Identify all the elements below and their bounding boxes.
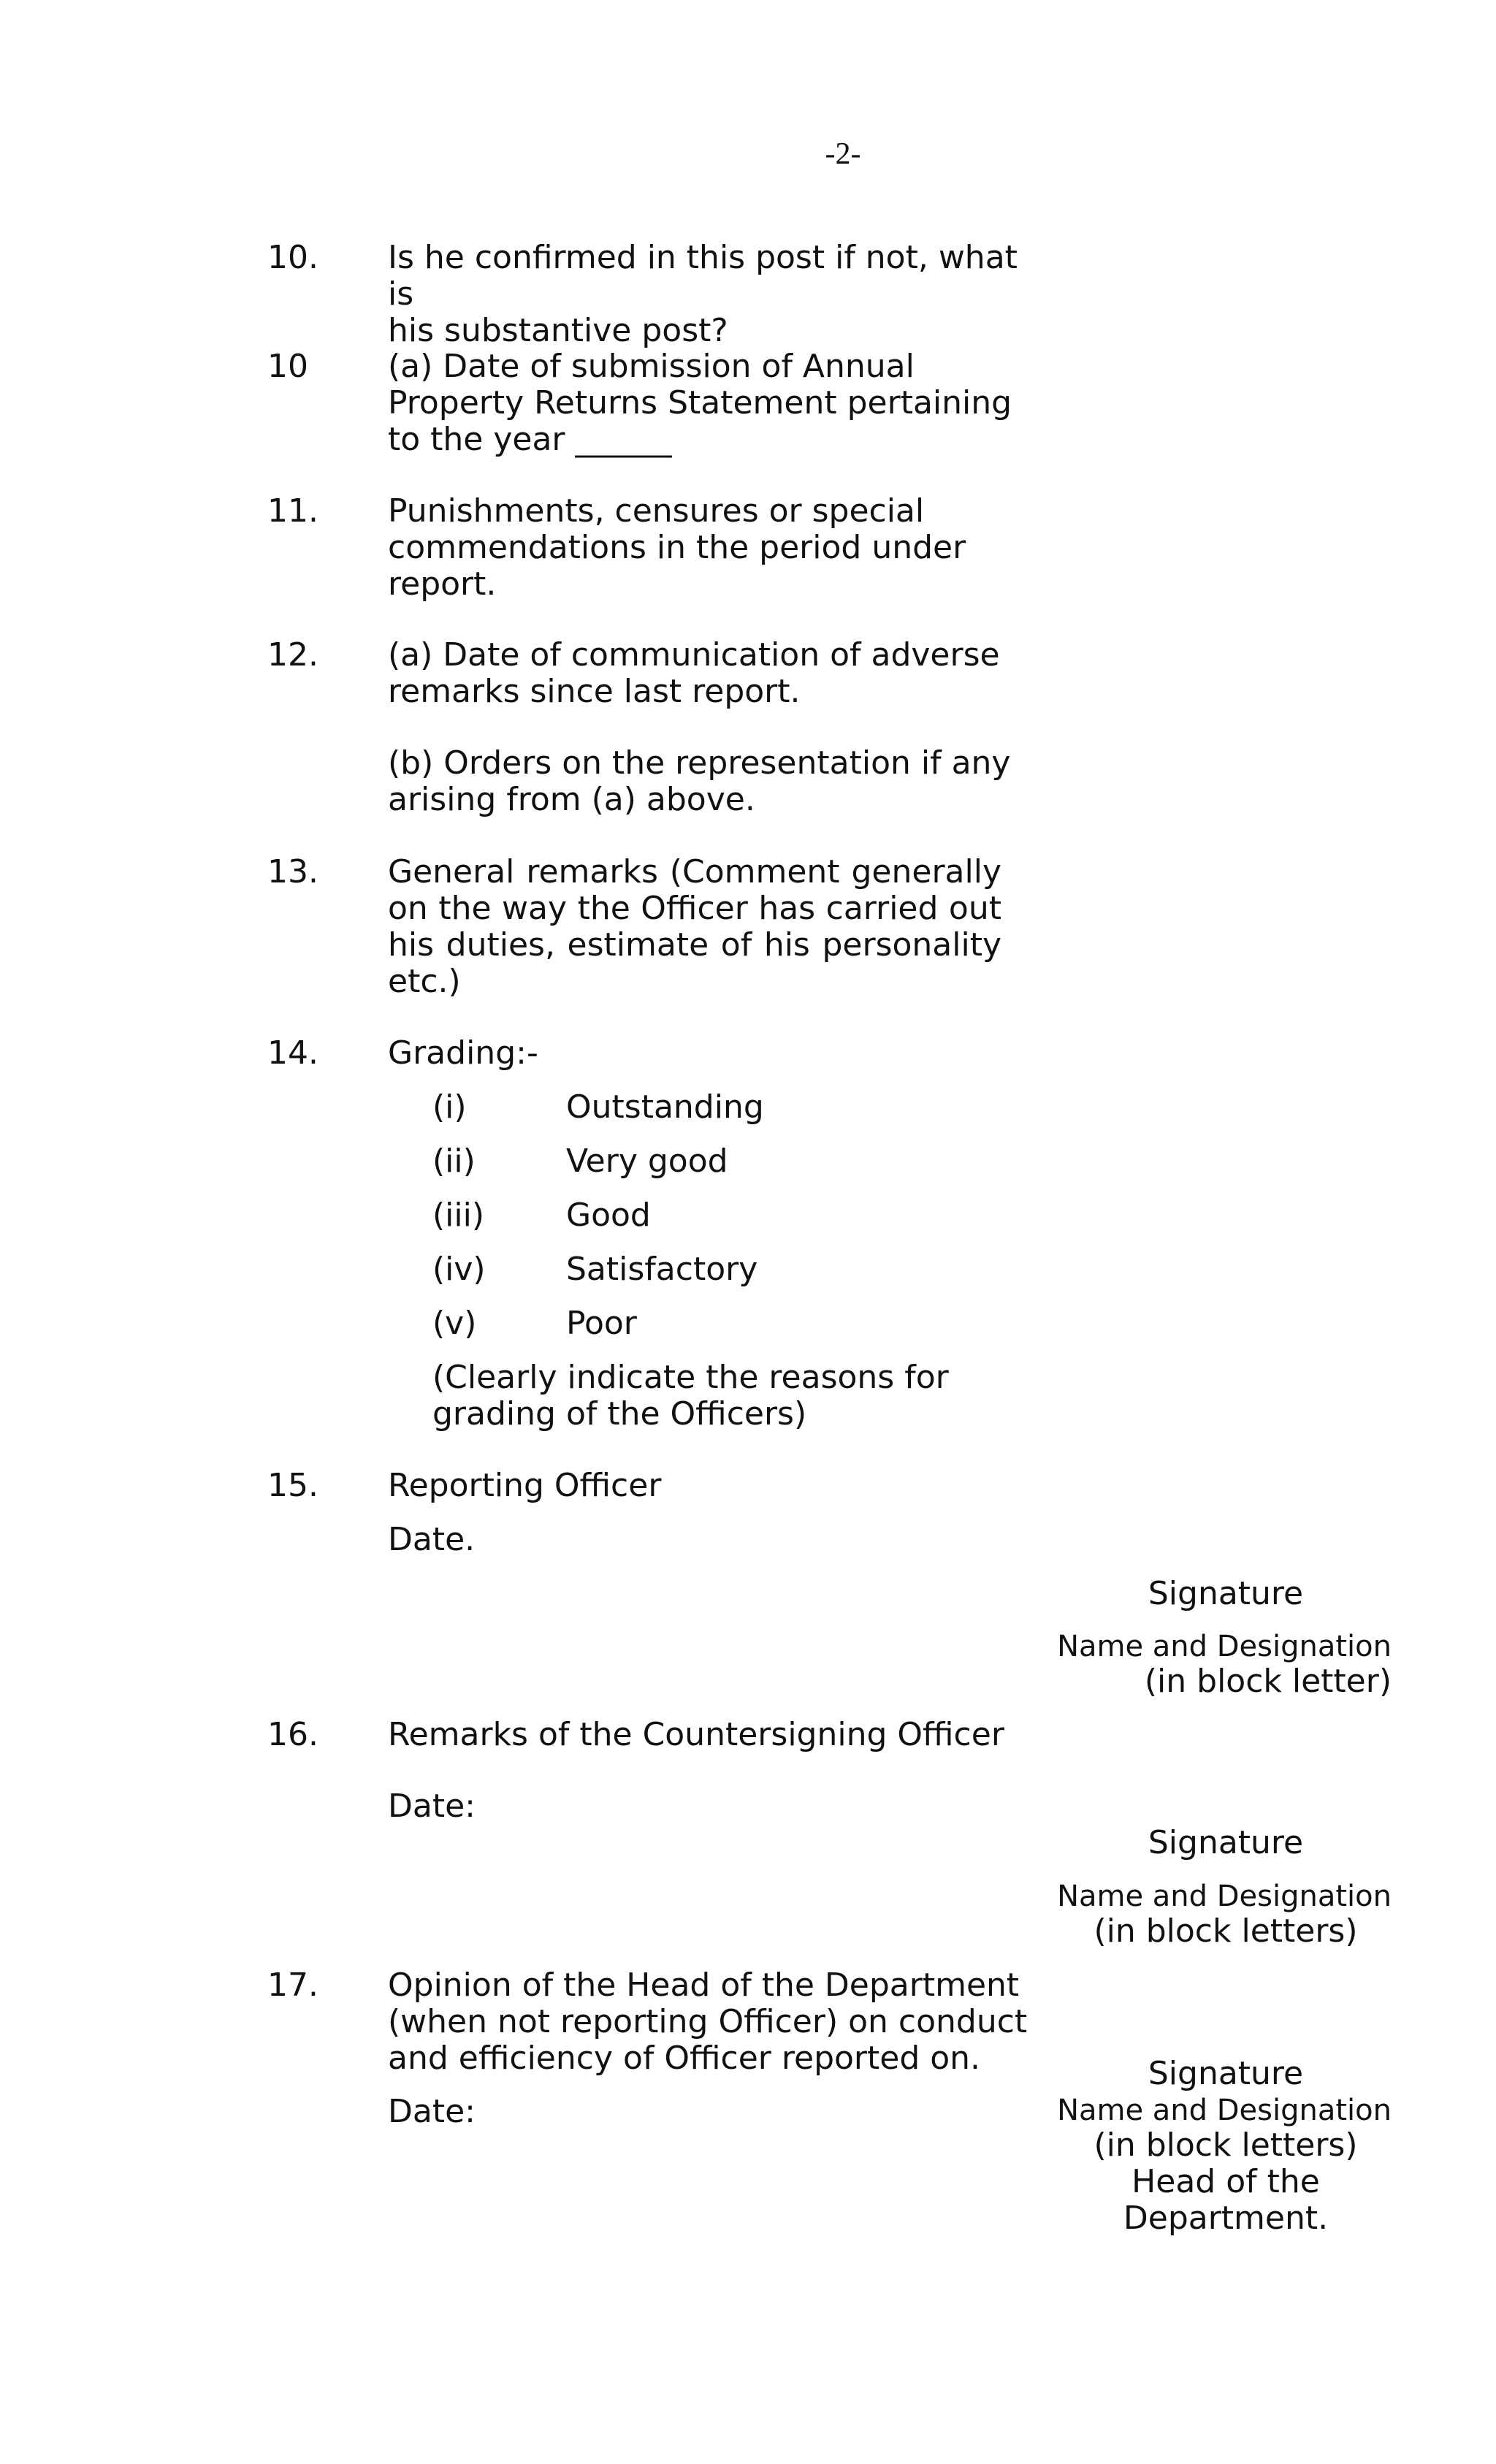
block-letter-label: (in block letter) <box>1144 1663 1392 1700</box>
item-number: 12. <box>267 636 318 674</box>
item-number: 10. <box>267 239 318 276</box>
countersigning-date-label: Date: <box>388 1788 476 1825</box>
head-of-label: Head of the <box>1131 2163 1320 2200</box>
name-designation-label: Name and Designation <box>1057 2094 1392 2127</box>
grading-option-good: Good <box>566 1197 651 1234</box>
grading-note: (Clearly indicate the reasons for grading of the Officers) <box>432 1359 949 1433</box>
item-text-adverse-remarks: (a) Date of communication of adverse remarks since last report. <box>388 636 1000 710</box>
item-text-confirmed: Is he confirmed in this post if not, what is his substantive post? <box>388 239 1018 349</box>
reporting-officer-label: Reporting Officer <box>388 1467 662 1504</box>
signature-label: Signature <box>1148 1824 1304 1861</box>
head-date-label: Date: <box>388 2093 476 2130</box>
countersigning-officer-label: Remarks of the Countersigning Officer <box>388 1716 1004 1753</box>
item-text-general-remarks: General remarks (Comment generally on the way the Officer has carried out his duties, estimate of his personality etc.) <box>388 853 1001 1000</box>
grading-option-label: (i) <box>432 1088 467 1126</box>
item-text-property-returns: (a) Date of submission of Annual Property Returns Statement pertaining to the year ______ <box>388 348 1012 458</box>
grading-option-satisfactory: Satisfactory <box>566 1251 758 1288</box>
grading-option-label: (iv) <box>432 1251 486 1288</box>
grading-option-label: (ii) <box>432 1143 476 1180</box>
item-number: 11. <box>267 492 318 530</box>
grading-option-label: (iii) <box>432 1197 485 1234</box>
item-text-punishments: Punishments, censures or special commendations in the period under report. <box>388 492 966 603</box>
grading-option-label: (v) <box>432 1305 477 1342</box>
department-label: Department. <box>1123 2200 1329 2237</box>
item-number: 15. <box>267 1467 318 1504</box>
block-letters-label: (in block letters) <box>1094 2127 1358 2164</box>
grading-option-poor: Poor <box>566 1305 637 1342</box>
item-number: 14. <box>267 1034 318 1072</box>
grading-option-very-good: Very good <box>566 1143 728 1180</box>
item-number: 10 <box>267 348 308 385</box>
signature-label: Signature <box>1148 1575 1304 1612</box>
head-opinion-text: Opinion of the Head of the Department (when not reporting Officer) on conduct and efficiency of Officer reported on. <box>388 1967 1028 2077</box>
grading-option-outstanding: Outstanding <box>566 1088 764 1126</box>
block-letters-label: (in block letters) <box>1094 1912 1358 1950</box>
name-designation-label: Name and Designation <box>1057 1630 1392 1663</box>
signature-label: Signature <box>1148 2055 1304 2092</box>
item-text-representation-orders: (b) Orders on the representation if any arising from (a) above. <box>388 744 1011 818</box>
page-number: -2- <box>825 137 861 171</box>
item-number: 17. <box>267 1967 318 2004</box>
grading-heading: Grading:- <box>388 1034 538 1072</box>
item-number: 13. <box>267 853 318 890</box>
item-number: 16. <box>267 1716 318 1753</box>
name-designation-label: Name and Designation <box>1057 1880 1392 1913</box>
reporting-date-label: Date. <box>388 1521 476 1558</box>
